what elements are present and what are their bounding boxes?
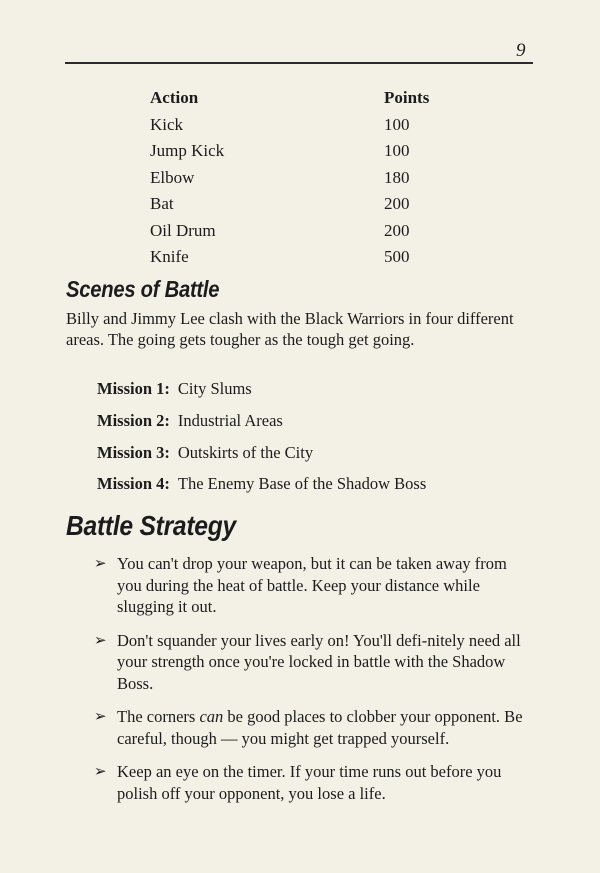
action-name: Oil Drum: [150, 220, 216, 240]
action-name: Bat: [150, 194, 174, 213]
points-value: 200: [384, 194, 410, 213]
tip-text: The corners can be good places to clobber your opponent. Be careful, though — you might get trapped yourself.: [117, 707, 523, 748]
table-row: [150, 112, 450, 139]
header-rule: [65, 62, 533, 64]
action-name: Jump Kick: [150, 141, 225, 160]
scenes-heading: Scenes of Battle: [66, 276, 220, 302]
points-value: 500: [384, 247, 410, 266]
list-item: [97, 409, 527, 441]
strategy-heading: Battle Strategy: [66, 510, 236, 541]
mission-name: Industrial Areas: [177, 410, 283, 430]
action-name: Kick: [150, 114, 184, 134]
tip-text: You can't drop your weapon, but it can be taken away from you during the heat of battle. Keep your distance while slugging it out.: [117, 554, 507, 616]
list-item: [94, 761, 534, 804]
tip-text: Don't squander your lives early on! You'll defi-nitely need all your strength once you're locked in battle with the Shadow Boss.: [117, 630, 521, 693]
page-number: 9: [516, 40, 526, 61]
action-name: Elbow: [150, 167, 195, 187]
mission-label: Mission 2:: [97, 410, 170, 430]
points-table: [150, 85, 450, 271]
strategy-tips: [94, 553, 534, 816]
action-name: Knife: [150, 247, 189, 266]
scenes-intro: Billy and Jimmy Lee clash with the Black Warriors in four different areas. The going gets tougher as the tough get going.: [66, 309, 514, 349]
mission-label: Mission 3:: [97, 442, 170, 462]
mission-label: Mission 1:: [97, 379, 170, 398]
table-row: [150, 191, 450, 218]
mission-name: Outskirts of the City: [177, 442, 314, 462]
arrow-bullet-icon: ➢: [94, 707, 107, 725]
mission-name: The Enemy Base of the Shadow Boss: [177, 474, 427, 494]
mission-name: City Slums: [177, 379, 252, 398]
points-value: 100: [384, 114, 410, 134]
list-item: [97, 377, 527, 409]
points-column-header: Points: [384, 88, 430, 107]
table-row: [150, 138, 450, 165]
table-row: [150, 165, 450, 192]
table-row: [150, 244, 450, 271]
table-row: [150, 218, 450, 245]
points-value: 180: [384, 167, 410, 187]
list-item: [94, 553, 534, 618]
tip-text: Keep an eye on the timer. If your time runs out before you polish off your opponent, you lose a life.: [117, 762, 502, 803]
points-value: 200: [384, 220, 410, 240]
arrow-bullet-icon: ➢: [94, 762, 107, 780]
list-item: [97, 472, 527, 504]
mission-label: Mission 4:: [97, 474, 170, 494]
points-value: 100: [384, 141, 410, 160]
list-item: [94, 706, 534, 749]
points-table-header: [150, 85, 450, 112]
mission-list: [97, 377, 527, 504]
list-item: [94, 630, 534, 695]
arrow-bullet-icon: ➢: [94, 630, 107, 649]
action-column-header: Action: [150, 88, 199, 107]
list-item: [97, 441, 527, 473]
arrow-bullet-icon: ➢: [94, 554, 107, 572]
